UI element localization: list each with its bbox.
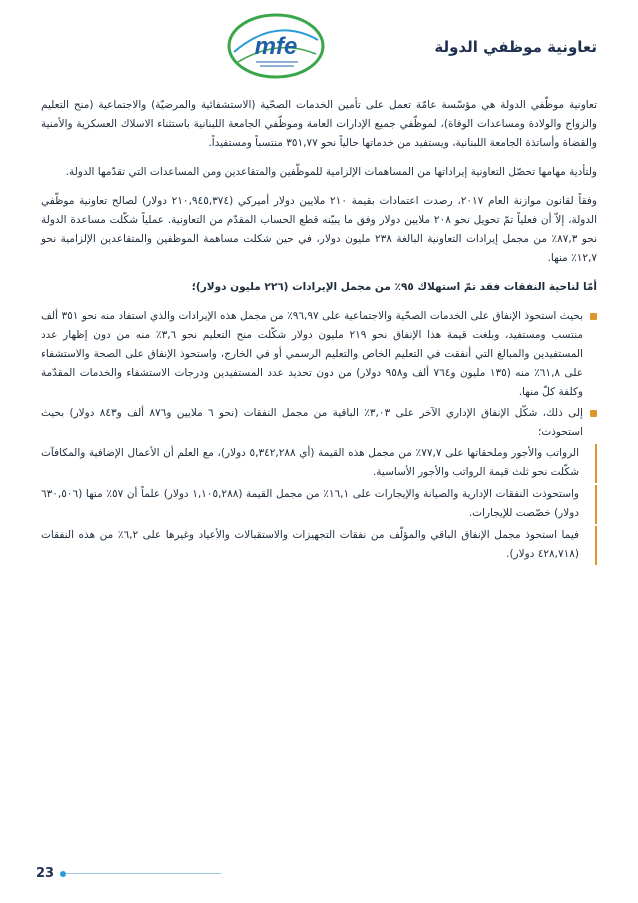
page-footer <box>36 866 221 881</box>
logo-text: mfe <box>254 33 298 60</box>
paragraph-budget: وفقاً لقانون موازنة العام ٢٠١٧، رصدت اعتمادات بقيمة ٢١٠ ملايين دولار أميركي (٢١٠,٩٤٥,٣٧٤ دولار) لصالح تعاونية موظّفي الدولة، إلاّ أن فعلياً تمّ تحويل نحو ٢٠٨ ملايين دولار وفق ما يبيّنه قطع الحساب المقدّم من التعاونية. عملياً شكّلت مساعدة الدولة نحو ٨٧,٣٪ من مجمل إيرادات التعاونية البالغة ٢٣٨ مليون دولار، في حين شكلت مساهمة الموظفين والمتقاعدين الإلزامية نحو ١٢,٧٪ منها. <box>41 195 597 264</box>
bullet-marker <box>590 313 597 320</box>
logo-emblem <box>226 12 326 80</box>
paragraph-revenue-sources: ولتأدية مهامها تحصّل التعاونية إيراداتها من المساهمات الإلزامية للموظّفين والمتقاعدين ومن المساعدات التي تقدّمها الدولة. <box>65 166 597 178</box>
article-body <box>41 96 597 567</box>
page-number: 23 <box>36 866 55 881</box>
sub-list-item: الرواتب والأجور وملحقاتها على ٧٧,٧٪ من مجمل هذه القيمة (أي ٥,٣٤٢,٢٨٨ دولار)، مع العلم أن الأعمال الإضافية والمكافآت شكّلت نحو ثلث قيمة الرواتب والأجور الأساسية. <box>41 444 597 483</box>
list-item-text: إلى ذلك، شكّل الإنفاق الإداري الآخر على ٣,٠٣٪ الباقية من مجمل النفقات (نحو ٦ ملايين و٨٧٦ ألف و٨٤٣ دولار) بحيث استحوذت؛ <box>41 407 583 438</box>
footer-rule <box>66 873 221 874</box>
sub-list-item: واستحوذت النفقات الإدارية والصيانة والإيجارات على ١٦,١٪ من مجمل القيمة (١,١٠٥,٢٨٨ دولار) علماً أن ٥٧٪ منها (٦٣٠,٥٠٦ دولار) خصّصت للإيجارات. <box>41 485 597 524</box>
expenses-subheading: أمّا لناحية النفقات فقد تمّ استهلاك ٩٥٪ من مجمل الإيرادات (٢٢٦ مليون دولار)؛ <box>191 281 597 293</box>
list-item <box>41 404 597 442</box>
list-item-text: بحيث استحوذ الإنفاق على الخدمات الصحّية والاجتماعية على ٩٦,٩٧٪ من مجمل هذه الإيرادات والذي استفاد منه نحو ٣٥١ ألف منتسب ومستفيد، وبلغت قيمة هذا الإنفاق نحو ٢١٩ مليون دولار شكّلت منح التعليم نحو ٣,٦٪ منه من دون إظهار عدد المستفيدين والمبالغ التي أنفقت في التعليم الخاص والتعليم الرسمي أو في الخارج، واستحوذ الإنفاق على الصحة والاستشفاء على ٦١,٨٪ منه (١٣٥ مليون و٧٦٤ ألف و٩٥٨ دولار) من دون تحديد عدد المستفيدين ودرجات الاستشفاء والخدمات المقدّمة وكلفة كلّ منها. <box>41 310 583 398</box>
list-item <box>41 307 597 402</box>
page-heading: تعاونية موظفي الدولة <box>434 38 597 56</box>
paragraph-intro: تعاونية موظّفي الدولة هي مؤسّسة عامّة تعمل على تأمين الخدمات الصحّية (الاستشفائية والمرضيّة) والاجتماعية (منح التعليم والزواج والولادة ومساعدات الوفاة)، لموظّفي جميع الإدارات العامة وموظّفي الجامعة اللبنانية باستثناء الاسلاك العسكرية والأمنية والقضاة وأساتذة الجامعة اللبنانية، ويستفيد من خدماتها حالياً نحو ٣٥١,٧٧ منتسباً ومستفيداً. <box>41 99 597 149</box>
bullet-marker <box>590 410 597 417</box>
mfe-logo <box>226 12 326 80</box>
admin-expenses-sublist <box>41 444 597 565</box>
sub-list-item: فيما استحوذ مجمل الإنفاق الباقي والمؤلّف من نفقات التجهيزات والاستقبالات والأعياد وغيرها على ٦,٢٪ من هذه النفقات (٤٢٨,٧١٨ دولار). <box>41 526 597 565</box>
expenses-list <box>41 307 597 442</box>
